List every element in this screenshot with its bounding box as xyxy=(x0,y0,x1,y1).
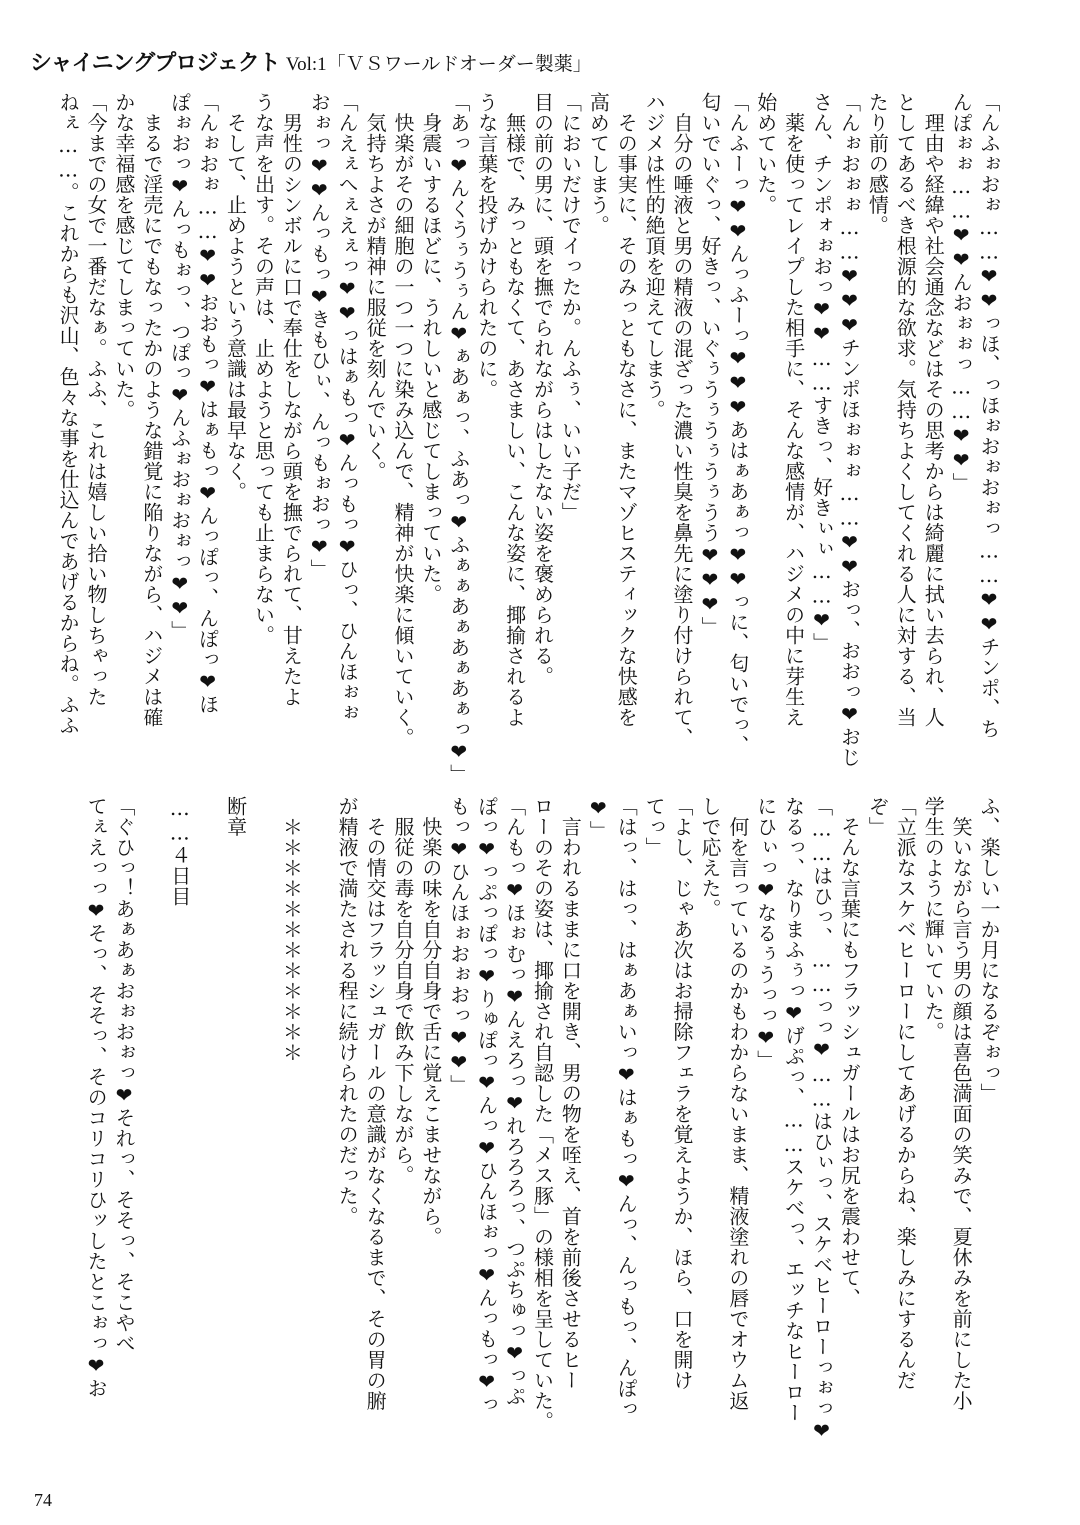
text-column xyxy=(137,796,165,1486)
text-column: ふ、楽しい一か月になるぞぉっ」 xyxy=(977,796,1001,1104)
text-column: としてあるべき根源的な欲求。気持ちよくしてくれる人に対する、当 xyxy=(893,92,918,728)
text-column: 「んもっ❤ほぉむっ❤んえろっ❤れろろろっ、つぷちゅっ❤っぷ xyxy=(502,796,527,1407)
text-column: うな声を出す。その声は、止めようと思っても止まらない。 xyxy=(251,92,276,646)
text-column: もっ❤ひんほぉおぉおっ❤❤」 xyxy=(446,796,471,1095)
text-column: ぽっ❤っぷっぽっ❤りゅぽっ❤んっ❤ひんほぉっ❤んっもっ❤っ xyxy=(474,796,499,1415)
text-column: 身震いするほどに、うれしいと感じてしまっていた。 xyxy=(418,92,443,605)
text-column: 快楽の味を自分自身で舌に覚えこませながら。 xyxy=(418,796,443,1247)
text-column: 何を言っているのかもわからないまま、精液塗れの唇でオウム返 xyxy=(725,796,750,1411)
text-column: 断章 xyxy=(223,796,248,837)
text-column: うな言葉を投げかけられたのに。 xyxy=(474,92,499,400)
text-column: が精液で満たされる程に続けられたのだった。 xyxy=(335,796,360,1227)
text-column: 「あっ❤んくうぅうぅん❤ぁあぁっ、ふあっ❤ふぁぁあぁあぁあぁっ❤」 xyxy=(446,92,471,785)
upper-text-block xyxy=(53,92,1002,785)
text-column: 自分の唾液と男の精液の混ざった濃い性臭を鼻先に塗り付けられて、 xyxy=(670,92,695,748)
text-column: てっ」 xyxy=(642,796,667,858)
text-column: 「んえぇへぇえぇっ❤❤っはぁもっ❤んっもっ❤ひっ、ひんほぉぉ xyxy=(335,92,360,723)
text-column: 「んふぉおぉ……❤❤っほ、っほぉおぉおぉっ……❤❤チンポ、ち xyxy=(977,92,1001,739)
text-column: 「においだけでイったか。んふぅ、いい子だ」 xyxy=(558,92,583,523)
text-column: 「んぉおぉ……❤❤おおもっ❤はぁもっ❤んっぽっ、んぽっ❤ほ xyxy=(195,92,220,715)
text-column: たり前の感情。 xyxy=(865,92,890,236)
text-column xyxy=(249,796,277,1486)
text-column: 「ぐひっ！あぁあぁおぉおぉっ❤それっ、そそっ、そこやべ xyxy=(111,796,136,1354)
text-column: そんな言葉にもフラッシュガールはお尻を震わせて、 xyxy=(837,796,862,1309)
text-column: ……４日目 xyxy=(167,796,192,907)
text-column: にひぃっ❤なるぅうっっ❤」 xyxy=(753,796,778,1071)
text-column: ❤」 xyxy=(586,796,611,841)
text-column: 快楽がその細胞の一つ一つに染み込んで、精神が快楽に傾いていく。 xyxy=(390,92,415,748)
text-column: 男性のシンボルに口で奉仕をしながら頭を撫でられて、甘えたよ xyxy=(279,92,304,707)
text-column: 「んぉおぉぉ……❤❤❤チンポほぉぉぉ……❤❤おっ、おおっ❤おじ xyxy=(837,92,862,768)
text-column xyxy=(193,796,221,1486)
text-column: 目の前の男に、頭を撫でられながらはしたない姿を褒められる。 xyxy=(530,92,555,687)
text-column: ぞ」 xyxy=(865,796,890,837)
text-column: 「よし、じゃあ次はお掃除フェラを覚えようか、ほら、口を開け xyxy=(670,796,695,1391)
text-column: てぇえっっ❤そっ、そそっ、そのコリコリひッしたとこぉっ❤お xyxy=(84,796,109,1399)
text-column: ハジメは性的絶頂を迎えてしまう。 xyxy=(642,92,667,420)
text-column: まるで淫売にでもなったかのような錯覚に陥りながら、ハジメは確 xyxy=(139,92,164,728)
text-column: 理由や経緯や社会通念などはその思考からは綺麗に拭い去られ、人 xyxy=(921,92,946,728)
series-title: シャイニングプロジェクト xyxy=(30,51,280,76)
text-column: 無様で、みっともなくて、あさましい、こんな姿に、揶揄されるよ xyxy=(502,92,527,728)
text-column: そして、止めようという意識は最早なく。 xyxy=(223,92,248,502)
volume-title: Vol:1「ＶＳワールドオーダー製薬」 xyxy=(285,54,592,75)
text-column: 「……はひっ、……っっ❤……はひぃっ、スケベヒーローっぉっ❤ xyxy=(809,796,834,1443)
text-column: なるっ、なりまふぅっ❤げぷっ、……スケべっ、エッチなヒーロー xyxy=(781,796,806,1423)
text-column: ぽぉおっ❤んっもぉっ、つぽっ❤んふぉおぉおぉっ❤❤」 xyxy=(167,92,192,641)
text-column: その情交はフラッシュガールの意識がなくなるまで、その胃の腑 xyxy=(363,796,388,1411)
text-column: かな幸福感を感じてしまっていた。 xyxy=(111,92,136,420)
text-column: ローのその姿は、揶揄され自認した「メス豚」の様相を呈していた。 xyxy=(530,796,555,1432)
text-column: 「はっ、はっ、はぁあぁいっ❤はぁもっ❤んっ、んっもっ、んぽっ xyxy=(614,796,639,1419)
text-column: 始めていた。 xyxy=(753,92,778,215)
text-column: 学生のように輝いていた。 xyxy=(921,796,946,1042)
text-column: 「今までの女で一番だなぁ。ふふ、これは嬉しい拾い物しちゃった xyxy=(84,92,108,707)
text-column: 匂いでいぐっ、好きっ、いぐぅうぅうぅうぅうう❤❤❤」 xyxy=(697,92,722,637)
text-column: んぽぉぉ……❤❤んおぉぉっ……❤❤」 xyxy=(949,92,974,493)
lower-text-block xyxy=(81,796,1002,1486)
text-column: ＊＊＊＊＊＊＊＊＊＊＊＊ xyxy=(279,796,304,1063)
text-column: さん、チンポォぉおっ❤❤……すきっ、好きぃぃ……❤」 xyxy=(809,92,834,653)
text-column: 「んふーっ❤❤んっふーっ❤❤❤あはぁあぁっ❤❤っに、匂いでっ、 xyxy=(725,92,750,756)
text-column: その事実に、そのみっともなさに、またマゾヒスティックな快感を xyxy=(614,92,639,728)
text-column: 気持ちよさが精神に服従を刻んでいく。 xyxy=(363,92,388,482)
text-column: 「立派なスケベヒーローにしてあげるからね、楽しみにするんだ xyxy=(893,796,918,1391)
text-column: おぉっ❤❤んっもっ❤きもひぃ、んっもぉおっ❤」 xyxy=(307,92,332,580)
running-header xyxy=(30,46,592,77)
text-column: 笑いながら言う男の顔は喜色満面の笑みで、夏休みを前にした小 xyxy=(949,796,974,1411)
text-column: 薬を使ってレイプした相手に、そんな感情が、ハジメの中に芽生え xyxy=(781,92,806,728)
text-column: 高めてしまう。 xyxy=(586,92,611,236)
page-number: 74 xyxy=(34,1490,52,1510)
text-column: 言われるままに口を開き、男の物を咥え、首を前後させるヒー xyxy=(558,796,583,1391)
text-column: ねぇ……。これからも沢山、色々な事を仕込んであげるからね。ふふ xyxy=(56,92,81,736)
text-column: しで応えた。 xyxy=(697,796,722,919)
text-column: 服従の毒を自分自身で飲み下しながら。 xyxy=(390,796,415,1186)
text-column xyxy=(304,796,332,1486)
